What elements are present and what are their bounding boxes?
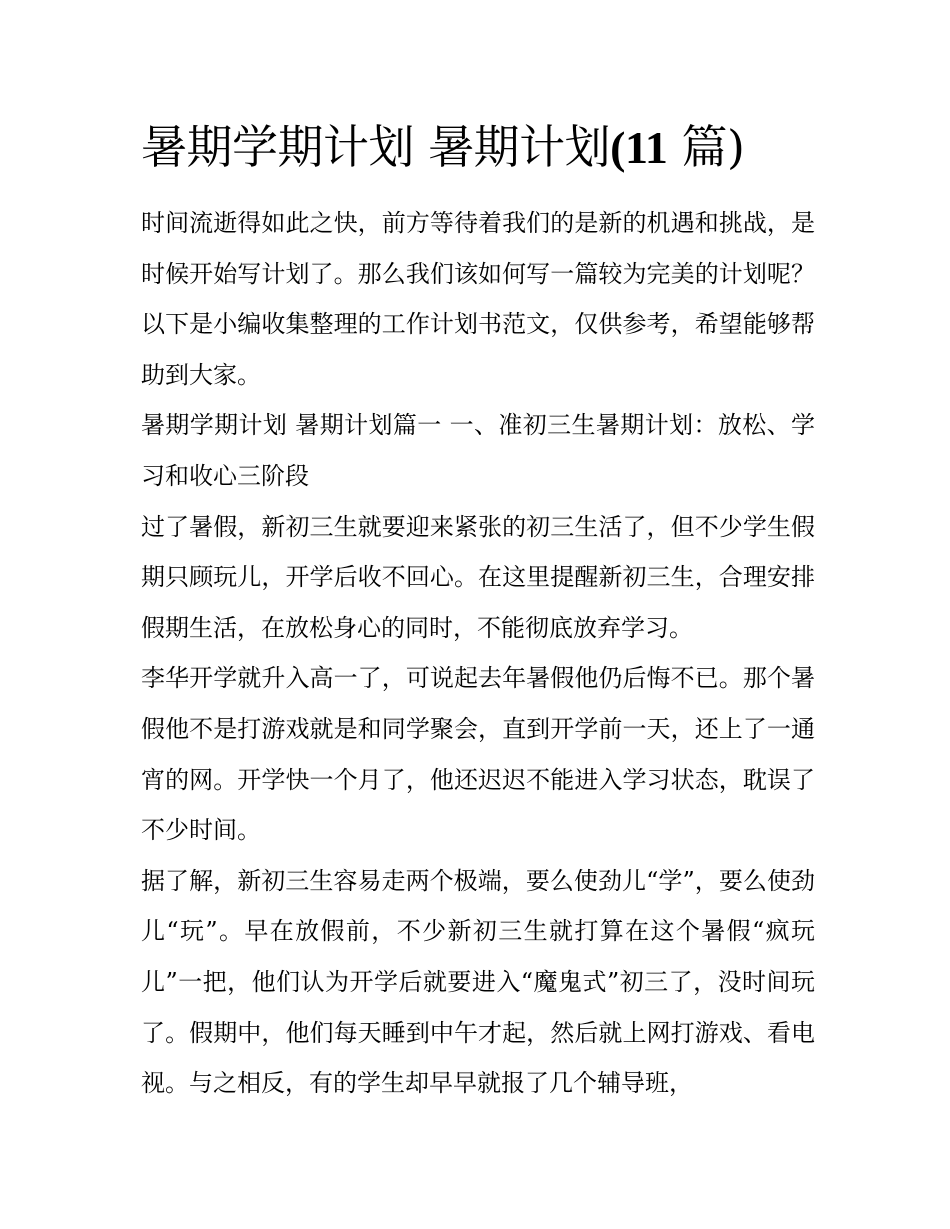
title-suffix: 篇)	[667, 120, 745, 174]
body-paragraph: 过了暑假，新初三生就要迎来紧张的初三生活了，但不少学生假期只顾玩儿，开学后收不回心。在这里提醒新初三生，合理安排假期生活，在放松身心的同时，不能彻底放弃学习。	[141, 512, 815, 642]
body-paragraph: 据了解，新初三生容易走两个极端，要么使劲儿“学”，要么使劲儿“玩”。早在放假前，不少新初三生就打算在这个暑假“疯玩儿”一把，他们认为开学后就要进入“魔鬼式”初三了，没时间玩了。假期中，他们每天睡到中午才起，然后就上网打游戏、看电视。与之相反，有的学生却早早就报了几个辅导班，	[141, 866, 815, 1098]
intro-paragraph: 时间流逝得如此之快，前方等待着我们的是新的机遇和挑战，是时候开始写计划了。那么我们该如何写一篇较为完美的计划呢？以下是小编收集整理的工作计划书范文，仅供参考，希望能够帮助到大家。	[141, 209, 815, 389]
section-heading: 暑期学期计划 暑期计划篇一 一、准初三生暑期计划：放松、学习和收心三阶段	[141, 411, 815, 490]
title-count: (11	[610, 122, 668, 173]
document-title	[141, 118, 861, 177]
document-body	[141, 198, 815, 1109]
title-prefix: 暑期学期计划 暑期计划	[141, 120, 611, 174]
body-paragraph: 李华开学就升入高一了，可说起去年暑假他仍后悔不已。那个暑假他不是打游戏就是和同学聚会，直到开学前一天，还上了一通宵的网。开学快一个月了，他还迟迟不能进入学习状态，耽误了不少时间。	[141, 664, 815, 845]
